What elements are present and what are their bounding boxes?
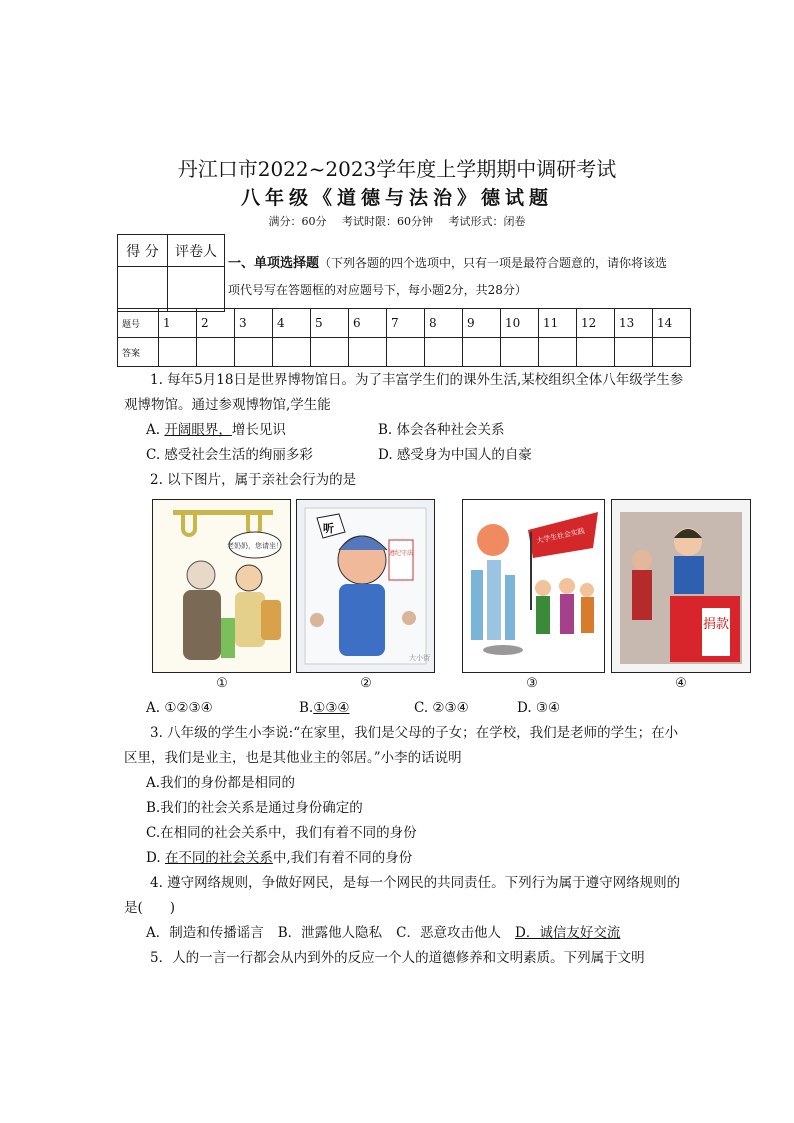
number-cell: 10: [501, 309, 539, 338]
q4-option-b[interactable]: B．泄露他人隐私: [277, 925, 383, 941]
q2-options: [124, 696, 684, 721]
answer-cell[interactable]: [539, 338, 577, 367]
answer-cell[interactable]: [501, 338, 539, 367]
banner-text: 大学生社会实践: [535, 527, 586, 546]
answer-cell[interactable]: [159, 338, 197, 367]
exam-meta: [0, 213, 794, 229]
answer-cell[interactable]: [615, 338, 653, 367]
answer-cell[interactable]: [653, 338, 691, 367]
answer-cell[interactable]: [463, 338, 501, 367]
q3-option-b[interactable]: B.我们的社会关系是通过身份确定的: [146, 800, 363, 816]
number-cell: 4: [273, 309, 311, 338]
bubble-text: 听: [323, 522, 334, 535]
q2-image-3: [462, 499, 605, 673]
q2-option-a[interactable]: A. ①②③④: [146, 700, 213, 716]
q2-image-2: [296, 499, 435, 673]
section-1-title: 一、单项选择题: [228, 256, 320, 271]
number-cell: 1: [159, 309, 197, 338]
score-cell[interactable]: [118, 267, 168, 312]
answer-cell[interactable]: [425, 338, 463, 367]
q2-option-b[interactable]: B.①③④: [299, 700, 350, 716]
number-cell: 2: [197, 309, 235, 338]
number-cell: 7: [387, 309, 425, 338]
answer-row: [118, 338, 691, 367]
number-cell: 14: [653, 309, 691, 338]
q4-option-c[interactable]: C．恶意攻击他人: [396, 925, 502, 941]
number-cell: 8: [425, 309, 463, 338]
q1-option-c[interactable]: C. 感受社会生活的绚丽多彩: [146, 447, 313, 463]
question-2-stem: 2. 以下图片，属于亲社会行为的是: [150, 472, 357, 488]
question-1-stem: 1. 每年5月18日是世界博物馆日。为了丰富学生们的课外生活,某校组织全体八年级学生参观博物馆。通过参观博物馆,学生能: [124, 372, 684, 413]
section-1-heading: [228, 250, 668, 303]
number-cell: 3: [235, 309, 273, 338]
number-cell: 13: [615, 309, 653, 338]
time-limit: 考试时限：60分钟: [342, 215, 433, 228]
question-4-stem: 4. 遵守网络规则，争做好网民，是每一个网民的共同责任。下列行为属于遵守网络规则的是( ): [124, 875, 681, 916]
answer-table: [117, 308, 691, 367]
answer-cell[interactable]: [387, 338, 425, 367]
q2-image-4: [611, 499, 751, 673]
exam-subtitle: 八年级《道德与法治》德试题: [240, 187, 553, 209]
sign-text: 遵纪守法: [388, 550, 414, 557]
row-label-answer: 答案: [118, 338, 159, 367]
answer-cell[interactable]: [197, 338, 235, 367]
q1-option-a[interactable]: A. 开阔眼界，增长见识: [146, 422, 286, 438]
section-1-instruction: （下列各题的四个选项中，只有一项是最符合题意的，请你将该选项代号写在答题框的对应题号下，每小题2分，共28分）: [228, 256, 668, 297]
number-cell: 9: [463, 309, 501, 338]
q1-option-d[interactable]: D. 感受身为中国人的自豪: [378, 447, 532, 463]
number-cell: 6: [349, 309, 387, 338]
bubble-text: 老奶奶，您请坐！: [227, 542, 283, 550]
answer-cell[interactable]: [311, 338, 349, 367]
number-cell: 12: [577, 309, 615, 338]
q2-image-1: [152, 499, 291, 673]
q3-option-a[interactable]: A.我们的身份都是相同的: [146, 775, 296, 791]
answer-cell[interactable]: [577, 338, 615, 367]
number-row: [118, 309, 691, 338]
row-label-number: 题号: [118, 309, 159, 338]
q4-option-a[interactable]: A．制造和传播谣言: [146, 925, 264, 941]
box-text: 捐款: [702, 617, 730, 632]
q2-option-d[interactable]: D. ③④: [517, 700, 561, 716]
answer-cell[interactable]: [349, 338, 387, 367]
answer-cell[interactable]: [273, 338, 311, 367]
full-score: 满分：60分: [268, 215, 327, 228]
question-5-stem: 5．人的一言一行都会从内到外的反应一个人的道德修养和文明素质。下列属于文明: [150, 950, 645, 966]
score-label: 得 分: [118, 235, 168, 267]
q3-option-c[interactable]: C.在相同的社会关系中，我们有着不同的身份: [146, 825, 417, 841]
question-1: [124, 368, 684, 493]
score-box: [117, 234, 225, 312]
image-4-label: ④: [675, 676, 687, 691]
q2-option-c[interactable]: C. ②③④: [414, 700, 469, 716]
questions-3-5: [124, 721, 684, 971]
watermark-text: 大小街: [409, 654, 430, 662]
exam-title: 丹江口市2022~2023学年度上学期期中调研考试: [177, 157, 617, 181]
image-1-label: ①: [216, 676, 228, 691]
grader-cell[interactable]: [168, 267, 225, 312]
q3-option-d[interactable]: D. 在不同的社会关系中,我们有着不同的身份: [146, 850, 413, 866]
image-2-label: ②: [360, 676, 372, 691]
q1-option-b[interactable]: B. 体会各种社会关系: [378, 422, 505, 438]
q4-options: [124, 921, 684, 946]
number-cell: 5: [311, 309, 349, 338]
question-3-stem: 3. 八年级的学生小李说:“在家里，我们是父母的子女；在学校，我们是老师的学生；在小区里，我们是业主，也是其他业主的邻居。”小李的话说明: [124, 725, 679, 766]
exam-form: 考试形式：闭卷: [448, 215, 526, 228]
number-cell: 11: [539, 309, 577, 338]
q4-option-d[interactable]: D．诚信友好交流: [515, 925, 621, 941]
grader-label: 评卷人: [168, 235, 225, 267]
image-3-label: ③: [526, 676, 538, 691]
answer-cell[interactable]: [235, 338, 273, 367]
